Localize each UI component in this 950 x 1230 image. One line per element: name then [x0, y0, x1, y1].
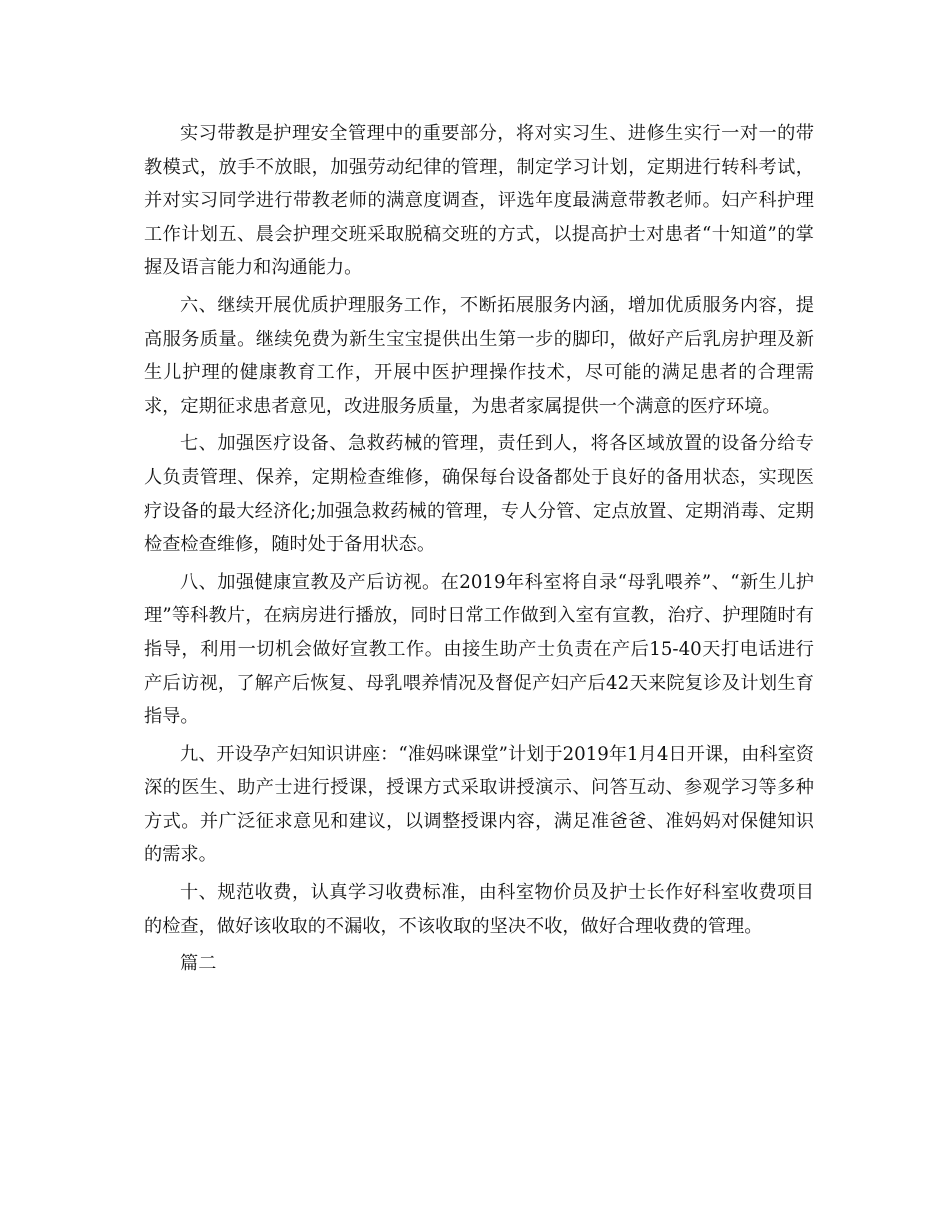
paragraph-health-education: 八、加强健康宣教及产后访视。在2019年科室将自录“母乳喂养”、“新生儿护理”等科教片，在病房进行播放，同时日常工作做到入室有宣教，治疗、护理随时有指导，利用一切机会做好宣教工作。由接生助产士负责在产后15-40天打电话进行产后访视，了解产后恢复、母乳喂养情况及督促产妇产后42天来院复诊及计划生育指导。	[144, 571, 814, 728]
paragraph-fee-standards: 十、规范收费，认真学习收费标准，由科室物价员及护士长作好科室收费项目的检查，做好该收取的不漏收，不该收取的坚决不收，做好合理收费的管理。	[144, 882, 814, 937]
paragraph-equipment-management: 七、加强医疗设备、急救药械的管理，责任到人，将各区域放置的设备分给专人负责管理、保养，定期检查维修，确保每台设备都处于良好的备用状态，实现医疗设备的最大经济化;加强急救药械的管理，专人分管、定点放置、定期消毒、定期检查检查维修，随时处于备用状态。	[144, 433, 814, 556]
document-body	[144, 117, 814, 981]
paragraph-quality-nursing: 六、继续开展优质护理服务工作，不断拓展服务内涵，增加优质服务内容，提高服务质量。继续免费为新生宝宝提供出生第一步的脚印，做好产后乳房护理及新生儿护理的健康教育工作，开展中医护理操作技术，尽可能的满足患者的合理需求，定期征求患者意见，改进服务质量，为患者家属提供一个满意的医疗环境。	[144, 294, 814, 417]
paragraph-internship-teaching: 实习带教是护理安全管理中的重要部分，将对实习生、进修生实行一对一的带教模式，放手不放眼，加强劳动纪律的管理，制定学习计划，定期进行转科考试，并对实习同学进行带教老师的满意度调查，评选年度最满意带教老师。妇产科护理工作计划五、晨会护理交班采取脱稿交班的方式，以提高护士对患者“十知道”的掌握及语言能力和沟通能力。	[144, 123, 814, 279]
section-label: 篇二	[180, 953, 217, 975]
paragraph-maternal-lectures: 九、开设孕产妇知识讲座：“准妈咪课堂”计划于2019年1月4日开课，由科室资深的医生、助产士进行授课，授课方式采取讲授演示、问答互动、参观学习等多种方式。并广泛征求意见和建议，以调整授课内容，满足准爸爸、准妈妈对保健知识的需求。	[144, 743, 814, 866]
